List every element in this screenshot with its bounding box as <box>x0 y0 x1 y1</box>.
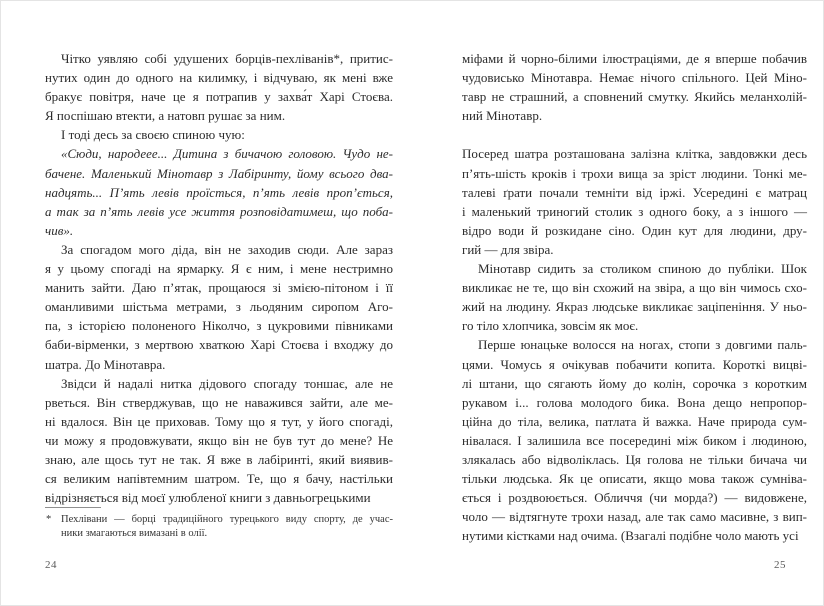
text-line: талеві ґрати почали темніти від іржі. Усередині є матрац <box>462 184 807 200</box>
text-line: ники змагаються вимазані в олії. <box>61 528 208 539</box>
text-line: Звідси й надалі нитка дідового спогаду тоншає, але не <box>61 375 393 391</box>
text-line: Я поспішаю втекти, а натовп рушає за ним. <box>45 108 286 124</box>
paragraph <box>462 144 807 259</box>
text-line: ційна до тіла, велика, патлата й важка. Наче природа сум- <box>462 413 807 429</box>
text-line: «Сюди, народеее... Дитина з бичачою головою. Чудо не- <box>61 146 393 162</box>
text-line: лі штани, що сягають йому до колін, сорочка з коротким <box>462 375 807 391</box>
text-line: я у цьому спогаді на ярмарку. Я є ним, і мене нестримно <box>45 261 393 277</box>
text-line: тавр не страшний, а сповнений смутку. Якийсь меланхолій- <box>462 89 807 105</box>
paragraph <box>462 259 807 335</box>
text-line: злякалась або відволіклась. Ця голова не тільки бичача чи <box>462 451 807 467</box>
text-line: надцять... П’ять левів проїсться, п’ять левів проп’ється, <box>45 184 393 200</box>
text-line: міфами й чорно-білими ілюстраціями, де я вперше побачив <box>462 51 807 66</box>
paragraph <box>45 240 393 374</box>
text-line: чудовисько Мінотавра. Немає нічого спільного. Цей Міно- <box>462 70 807 86</box>
text-line: бракує повітря, наче це я потрапив у захва́т Харі Стоєва. <box>45 89 393 105</box>
text-line: ний Мінотавр. <box>462 108 543 124</box>
text-line: і маленький триногий столик з одного боку, а з іншого — <box>462 203 807 219</box>
paragraph <box>462 49 807 125</box>
text-line: тільки людська. Як це описати, якщо мова також сумніва- <box>462 471 807 487</box>
text-line: викликає не те, що він схожий на звіра, а що він чимось схо- <box>462 280 807 296</box>
text-line: ся великим напівтемним шатром. Те, що я бачу, настільки <box>45 471 393 487</box>
text-line: го тіло хлопчика, зовсім як моє. <box>462 318 639 334</box>
paragraph <box>462 335 807 545</box>
page-left-text-column <box>45 49 393 507</box>
text-line: рукавом і... голова молодого бика. Вона дещо непропор- <box>462 394 807 410</box>
text-line: відро води й розкидане сіно. Один кут для людини, дру- <box>462 222 807 238</box>
text-line: шатра. До Мінотавра. <box>45 356 166 372</box>
page-number-right: 25 <box>774 559 786 571</box>
footnote <box>45 513 393 541</box>
text-line: рветься. Він стверджував, що не наважився зайти, але ме- <box>45 394 393 410</box>
text-line: Пехлівани — борці традиційного турецького виду спорту, де учас- <box>61 514 393 525</box>
paragraph <box>45 144 393 239</box>
paragraph <box>45 374 393 508</box>
page-right-text-column <box>462 49 807 545</box>
text-line: жий на людину. Якраз людське викликає заціпеніння. У ньо- <box>462 299 807 315</box>
text-line: чи можу я продовжувати, якщо він не був тут до мене? Не <box>45 432 393 448</box>
text-line: відрізняється від моєї улюбленої книги з давньогрецькими <box>45 490 371 506</box>
text-line: п’ять-шість кроків і трохи вища за зріст людини. Тонкі ме- <box>462 165 807 181</box>
paragraph <box>45 49 393 125</box>
text-line: І тоді десь за своєю спиною чую: <box>61 127 245 143</box>
text-line: Перше юнацьке волосся на ногах, стопи з довгими паль- <box>478 337 807 353</box>
footnote-text <box>61 513 393 541</box>
text-line: ні вдалося. Він це приховав. Тому що я тут, у його спогаді, <box>45 413 393 429</box>
text-line: нутими кістками над очима. (Взагалі подібне чоло мають усі <box>462 528 799 544</box>
footnote-marker: * <box>46 514 52 525</box>
text-line: баби-вірменки, з мертвою хваткою Харі Стоєва і входжу до <box>45 337 393 353</box>
text-line: цями. Чомусь я очікував побачити копита. Короткі вицві- <box>462 356 807 372</box>
page-number-left: 24 <box>45 559 57 571</box>
text-line: знаю, але щось тут не так. Я вже в лабіринті, який виявив- <box>45 451 393 467</box>
text-line: ється і роздвоюється. Обличчя (чи морда?) — видовжене, <box>462 490 807 506</box>
text-line: За спогадом мого діда, він не заходив сюди. Але зараз <box>61 241 393 257</box>
text-line: чоло — відтягнуте трохи назад, але так само масивне, з вип- <box>462 509 807 525</box>
paragraph <box>45 125 393 144</box>
text-line: а так за п’ять левів усе життя розповідатимеш, що поба- <box>45 203 393 219</box>
text-line: па, з історією полоненого Ніколчо, з цукровими півниками <box>45 318 393 334</box>
text-line: Чітко уявляю собі удушених борців-пехліванів*, притис- <box>61 51 393 66</box>
text-line: нутих один до одного на килимку, і відчуваю, як мені вже <box>45 70 393 86</box>
text-line: манить зайти. Даю п’ятак, прощаюся зі змією-пітоном і її <box>45 280 393 296</box>
text-line: чив». <box>45 222 74 238</box>
text-line: бачене. Маленький Мінотавр з Лабіринту, йому всього два- <box>45 165 393 181</box>
text-line: Мінотавр сидить за столиком спиною до публіки. Шок <box>478 261 807 277</box>
text-line: нівалася. І залишила все посередині між биком і людиною, <box>462 432 807 448</box>
text-line: Посеред шатра розташована залізна клітка, завдовжки десь <box>462 146 807 162</box>
text-line: гий — для звіра. <box>462 241 554 257</box>
footnote-divider <box>45 507 101 508</box>
text-line: оманливими шістьма метрами, з льодяним сиропом Аго- <box>45 299 393 315</box>
